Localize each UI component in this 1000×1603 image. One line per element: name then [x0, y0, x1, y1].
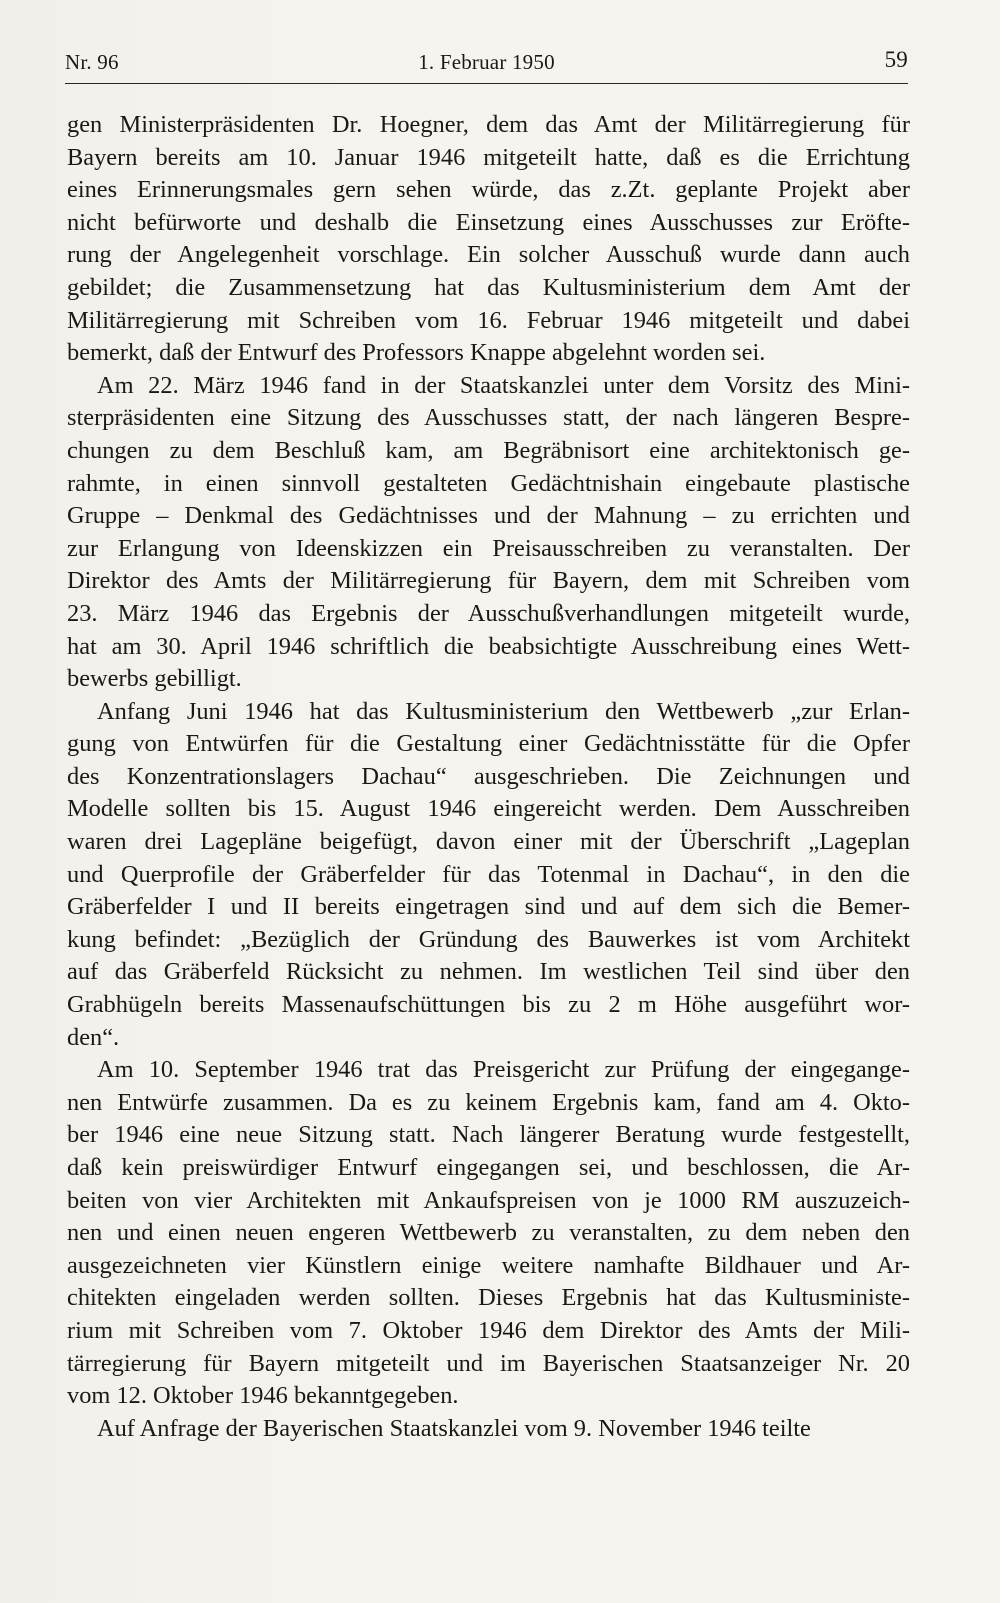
text-line: chitekten eingeladen werden sollten. Dieses Ergebnis hat das Kultusministe-: [67, 1284, 910, 1312]
text-line: rung der Angelegenheit vorschlage. Ein solcher Ausschuß wurde dann auch: [67, 241, 910, 269]
text-line: Auf Anfrage der Bayerischen Staatskanzlei vom 9. November 1946 teilte: [97, 1414, 811, 1442]
text-line: zur Erlangung von Ideenskizzen ein Preisausschreiben zu veranstalten. Der: [67, 534, 910, 562]
text-line: rium mit Schreiben vom 7. Oktober 1946 dem Direktor des Amts der Mili-: [67, 1316, 910, 1344]
text-line: gung von Entwürfen für die Gestaltung einer Gedächtnisstätte für die Opfer: [67, 730, 910, 758]
text-line: bewerbs gebilligt.: [67, 665, 242, 693]
text-line: chungen zu dem Beschluß kam, am Begräbnisort eine architektonisch ge-: [67, 436, 910, 464]
text-line: 23. März 1946 das Ergebnis der Ausschußverhandlungen mitgeteilt wurde,: [67, 599, 910, 627]
header-rule: [65, 83, 908, 84]
text-line: ausgezeichneten vier Künstlern einige weitere namhafte Bildhauer und Ar-: [67, 1251, 910, 1279]
text-line: Grabhügeln bereits Massenaufschüttungen bis zu 2 m Höhe ausgeführt wor-: [67, 991, 910, 1019]
text-line: und Querprofile der Gräberfelder für das Totenmal in Dachau“, in den die: [67, 860, 910, 888]
text-line: rahmte, in einen sinnvoll gestalteten Gedächtnishain eingebaute plastische: [67, 469, 910, 497]
text-line: Am 10. September 1946 trat das Preisgericht zur Prüfung der eingegange-: [97, 1056, 910, 1084]
text-line: kung befindet: „Bezüglich der Gründung des Bauwerkes ist vom Architekt: [67, 925, 910, 953]
text-line: daß kein preiswürdiger Entwurf eingegangen sei, und beschlossen, die Ar-: [67, 1154, 910, 1181]
text-line: tärregierung für Bayern mitgeteilt und im Bayerischen Staatsanzeiger Nr. 20: [67, 1349, 910, 1377]
text-line: Direktor des Amts der Militärregierung für Bayern, dem mit Schreiben vom: [67, 567, 910, 595]
issue-number: Nr. 96: [65, 50, 119, 74]
text-line: gen Ministerpräsidenten Dr. Hoegner, dem das Amt der Militärregierung für: [67, 111, 910, 138]
text-line: waren drei Lagepläne beigefügt, davon einer mit der Überschrift „Lageplan: [67, 828, 910, 856]
text-line: sterpräsidenten eine Sitzung des Ausschusses statt, der nach längeren Bespre-: [67, 404, 910, 432]
page-number: 59: [884, 47, 908, 72]
text-line: auf das Gräberfeld Rücksicht zu nehmen. Im westlichen Teil sind über den: [67, 958, 910, 986]
text-line: Anfang Juni 1946 hat das Kultusministerium den Wettbewerb „zur Erlan-: [97, 697, 910, 725]
text-line: nen und einen neuen engeren Wettbewerb zu veranstalten, zu dem neben den: [67, 1219, 910, 1247]
text-line: beiten von vier Architekten mit Ankaufspreisen von je 1000 RM auszuzeich-: [67, 1186, 910, 1214]
text-line: Gräberfelder I und II bereits eingetragen sind und auf dem sich die Bemer-: [67, 893, 910, 921]
text-line: nen Entwürfe zusammen. Da es zu keinem Ergebnis kam, fand am 4. Okto-: [67, 1088, 910, 1116]
text-line: Modelle sollten bis 15. August 1946 eingereicht werden. Dem Ausschreiben: [67, 795, 910, 823]
text-line: Am 22. März 1946 fand in der Staatskanzlei unter dem Vorsitz des Mini-: [97, 371, 910, 399]
body-text: [67, 109, 910, 1445]
text-line: des Konzentrationslagers Dachau“ ausgeschrieben. Die Zeichnungen und: [67, 762, 910, 790]
text-line: nicht befürworte und deshalb die Einsetzung eines Ausschusses zur Eröfte-: [67, 208, 910, 236]
text-line: vom 12. Oktober 1946 bekanntgegeben.: [67, 1382, 459, 1410]
header-date: 1. Februar 1950: [418, 50, 555, 74]
text-line: bemerkt, daß der Entwurf des Professors Knappe abgelehnt worden sei.: [67, 339, 766, 367]
text-line: ber 1946 eine neue Sitzung statt. Nach längerer Beratung wurde festgestellt,: [67, 1121, 910, 1149]
text-line: Gruppe – Denkmal des Gedächtnisses und der Mahnung – zu errichten und: [67, 502, 910, 530]
text-line: Bayern bereits am 10. Januar 1946 mitgeteilt hatte, daß es die Errichtung: [67, 143, 910, 171]
text-line: hat am 30. April 1946 schriftlich die beabsichtigte Ausschreibung eines Wett-: [67, 632, 910, 660]
text-line: Militärregierung mit Schreiben vom 16. Februar 1946 mitgeteilt und dabei: [67, 306, 910, 334]
text-line: gebildet; die Zusammensetzung hat das Kultusministerium dem Amt der: [67, 273, 910, 301]
text-line: den“.: [67, 1023, 120, 1051]
page-header: [65, 44, 908, 80]
text-line: eines Erinnerungsmales gern sehen würde, das z.Zt. geplante Projekt aber: [67, 176, 910, 204]
